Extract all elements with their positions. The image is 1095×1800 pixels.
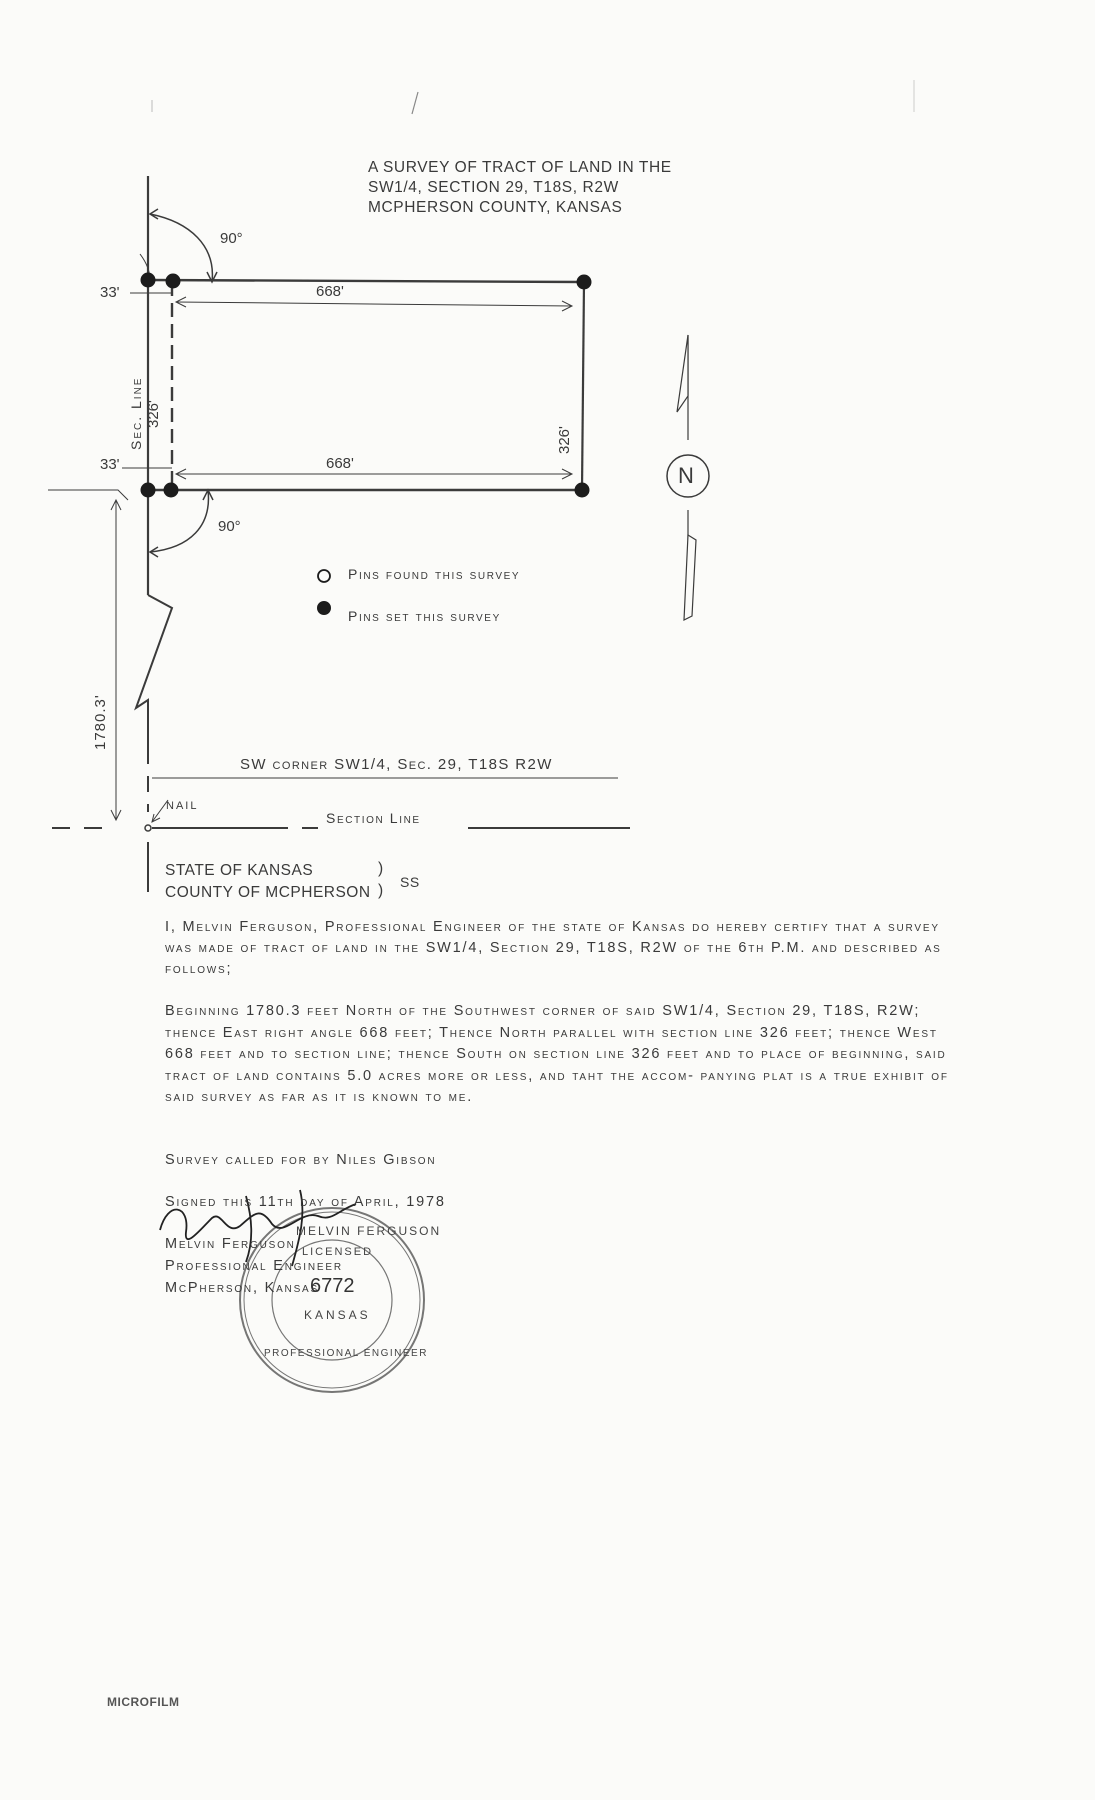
dimension-326-left: 326': [145, 400, 162, 428]
pin-set: [141, 273, 155, 287]
legend-pins-set: Pins set this survey: [348, 608, 501, 624]
nail-label: NAIL: [166, 800, 199, 812]
angle-label-top: 90°: [220, 230, 243, 247]
tract-east-line: [582, 282, 584, 490]
sec-line-label: Sec. Line: [128, 376, 144, 450]
dimension-668-top: 668': [316, 283, 344, 300]
microfilm-stamp: MICROFILM: [107, 1695, 180, 1709]
bracket-1: ): [378, 860, 384, 877]
break-mark: [136, 595, 172, 748]
title-line-1: A SURVEY OF TRACT OF LAND IN THE: [368, 159, 672, 176]
legend-pin-set-symbol: [318, 602, 331, 615]
nail-marker: [145, 825, 151, 831]
title-line-3: MCPHERSON COUNTY, KANSAS: [368, 199, 623, 216]
title-line-2: SW1/4, SECTION 29, T18S, R2W: [368, 179, 619, 196]
survey-title: [368, 158, 672, 218]
pin-set: [166, 274, 180, 288]
seal-profession: PROFESSIONAL ENGINEER: [264, 1348, 428, 1359]
seal-state: KANSAS: [304, 1308, 371, 1322]
pin-set: [577, 275, 591, 289]
angle-label-bottom: 90°: [218, 518, 241, 535]
pin-set: [164, 483, 178, 497]
engineer-title: Professional Engineer: [165, 1258, 343, 1274]
dimension-1780-3: 1780.3': [92, 694, 109, 750]
offset-label-bottom: 33': [100, 456, 120, 473]
pin-set: [575, 483, 589, 497]
ss-mark: SS: [400, 874, 420, 890]
certification-paragraph: I, Melvin Ferguson, Professional Engineer of the state of Kansas do hereby certify that a survey was made of tract of land in the SW1/4, Section 29, T18S, R2W of the 6th P.M. and described as follows;: [165, 919, 942, 977]
section-line-label: Section Line: [326, 810, 421, 826]
engineer-name: Melvin Ferguson: [165, 1236, 296, 1252]
seal-name: MELVIN FERGUSON: [296, 1224, 442, 1238]
legend-pins-found: Pins found this survey: [348, 566, 521, 582]
county-line: COUNTY OF MCPHERSON: [165, 884, 371, 901]
seal-licensed: LICENSED: [302, 1246, 374, 1258]
legend-pin-found-symbol: [318, 570, 330, 582]
description-paragraph: Beginning 1780.3 feet North of the Southwest corner of said SW1/4, Section 29, T18S, R2W; thence East right angle 668 feet; Thence North parallel with section line 326 feet; thence West 668 feet and to section line; thence South on section line 326 feet and to place of beginning, said tract of land contains 5.0 acres more or less, and taht the accom- panying plat is a true exhibit of said survey as far as it is known to me.: [165, 1003, 949, 1105]
state-line: STATE OF KANSAS: [165, 862, 314, 879]
sw-corner-label: SW corner SW1/4, Sec. 29, T18S R2W: [240, 756, 553, 773]
seal-number: 6772: [310, 1275, 355, 1297]
dimension-668-bottom: 668': [326, 455, 354, 472]
bracket-2: ): [378, 882, 384, 899]
signed-date-line: Signed this 11th day of April, 1978: [165, 1194, 446, 1210]
dimension-326-right: 326': [556, 426, 573, 454]
pin-set: [141, 483, 155, 497]
survey-called-for: Survey called for by Niles Gibson: [165, 1152, 437, 1168]
north-label: N: [678, 463, 694, 488]
offset-label-top: 33': [100, 284, 120, 301]
engineer-city: McPherson, Kansas: [165, 1280, 319, 1296]
